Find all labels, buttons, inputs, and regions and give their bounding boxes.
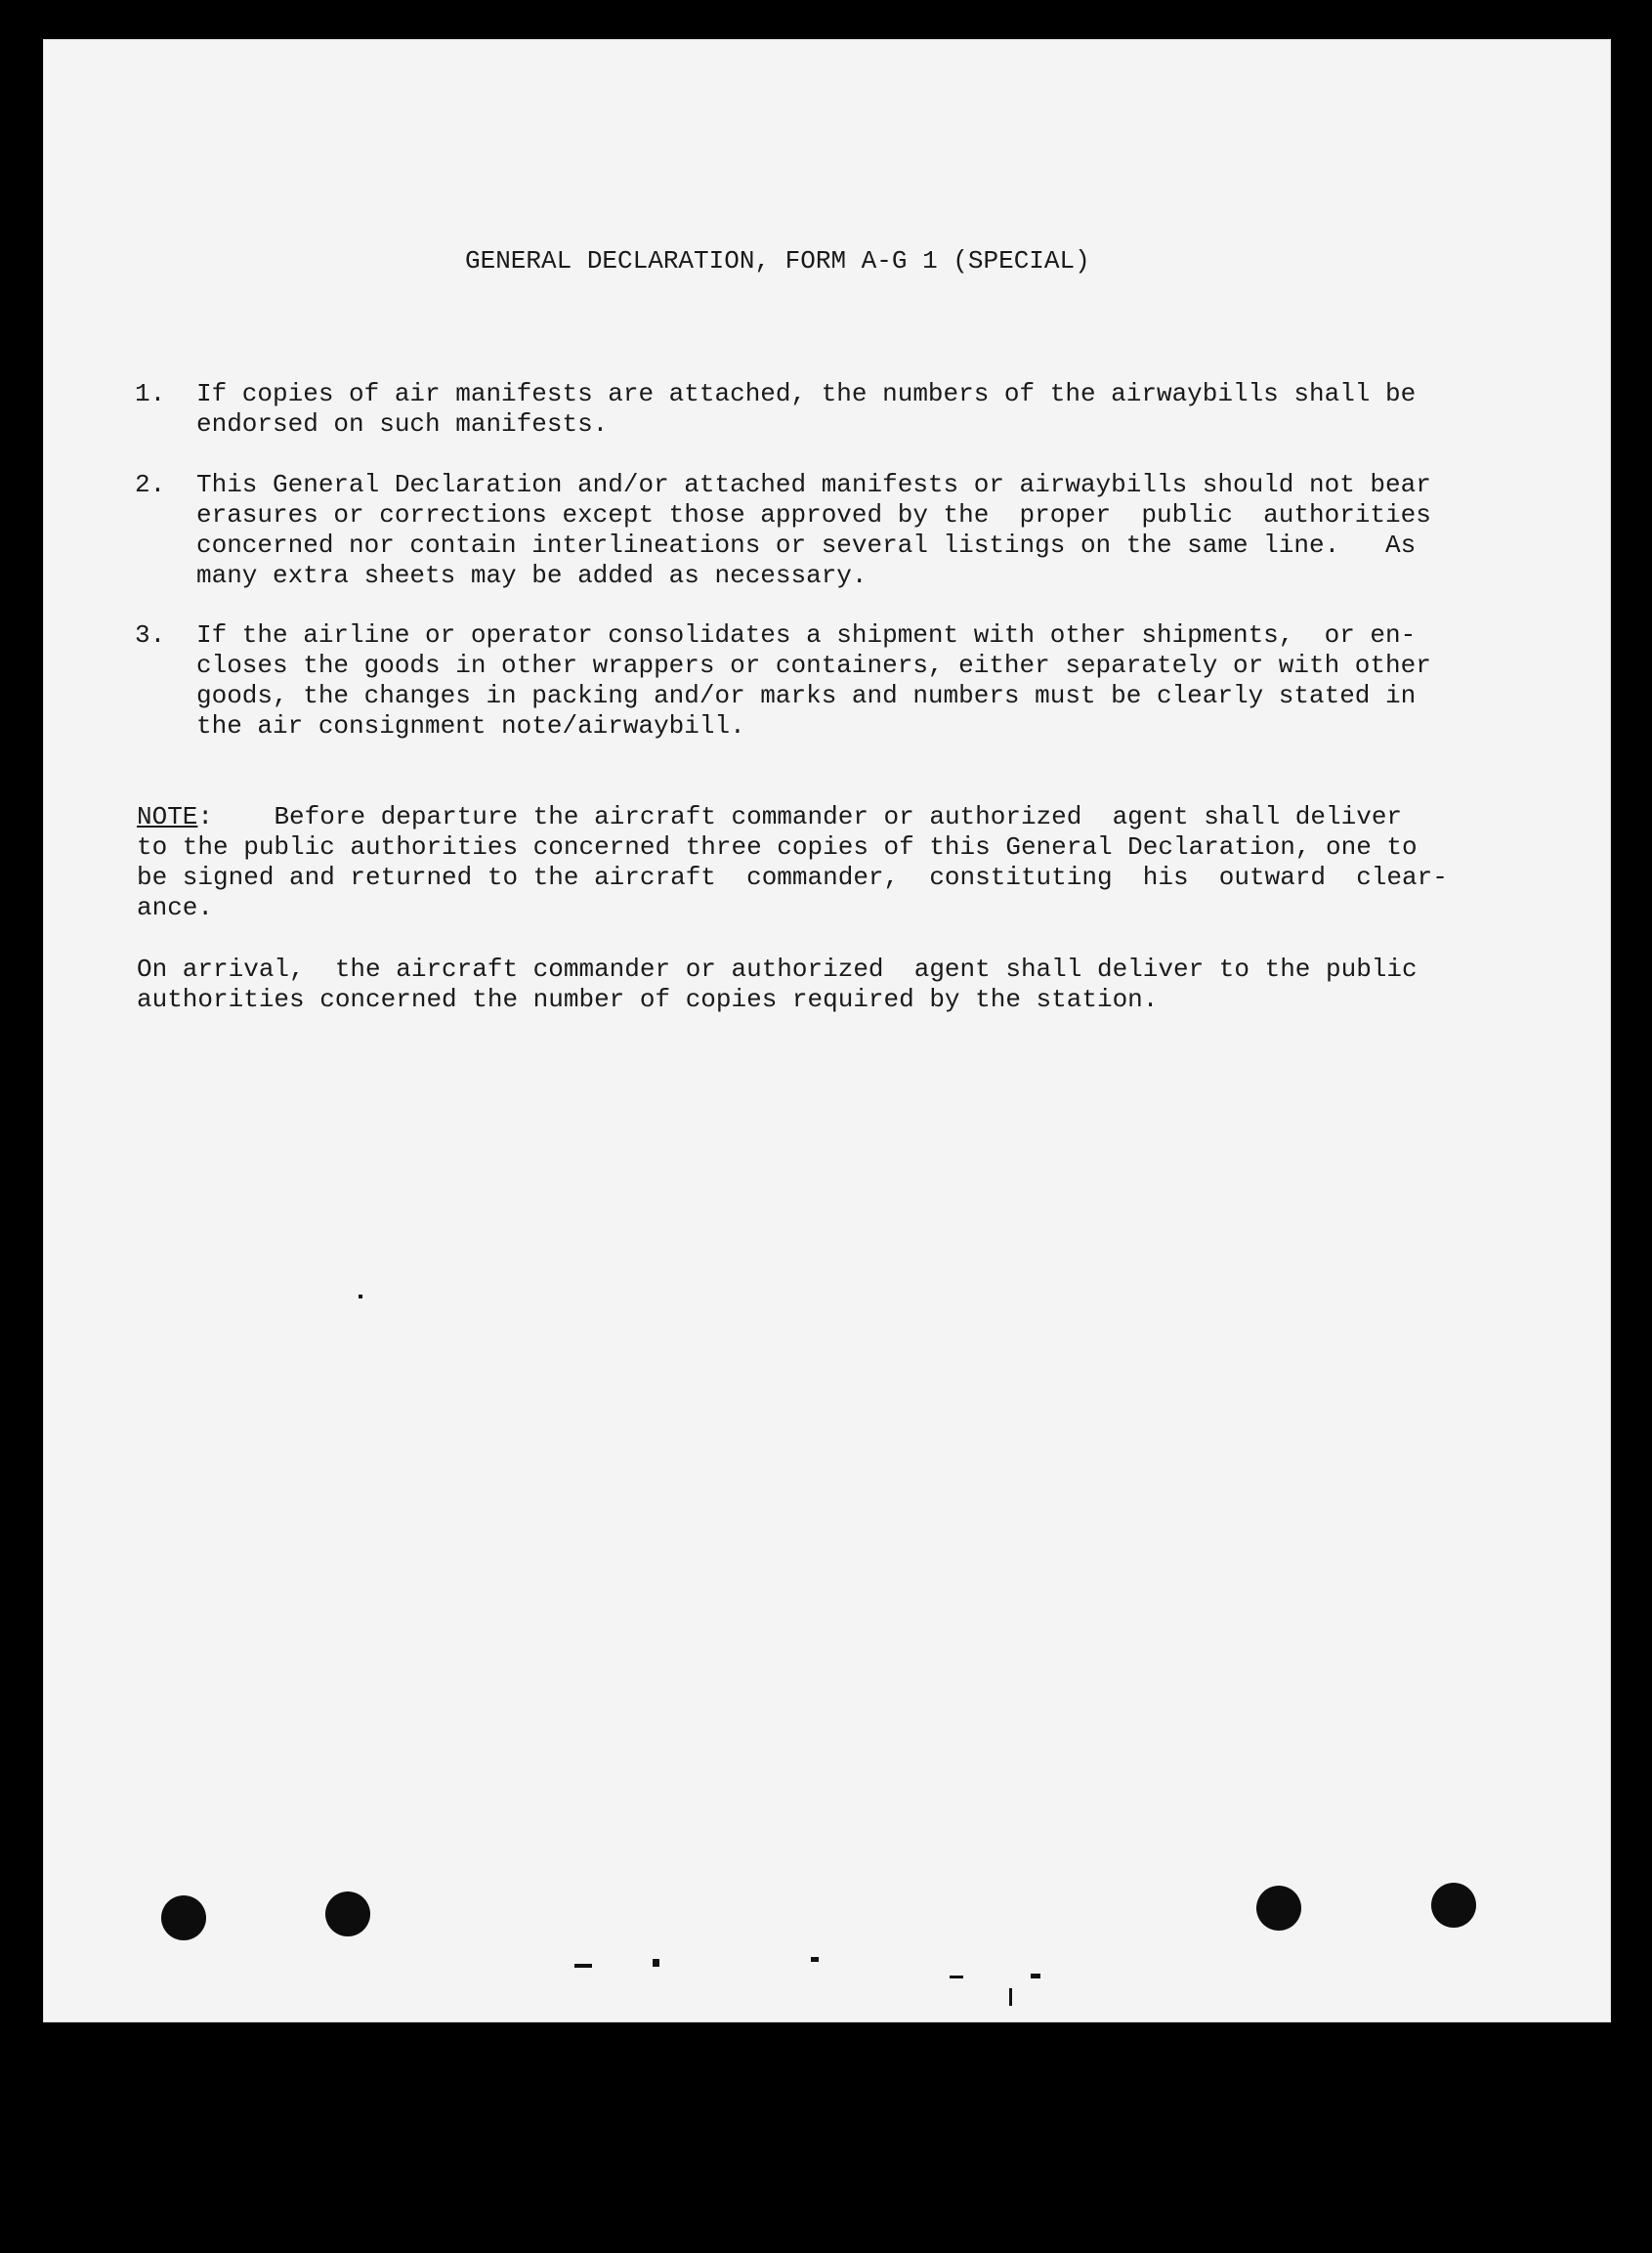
punch-hole-mark bbox=[325, 1892, 370, 1936]
text-line: closes the goods in other wrappers or containers, either separately or with other bbox=[196, 651, 1431, 680]
text-line: the air consignment note/airwaybill. bbox=[196, 711, 745, 741]
list-item-number: 1. bbox=[135, 379, 166, 408]
text-line: be signed and returned to the aircraft commander, constituting his outward clear- bbox=[137, 863, 1448, 892]
stray-mark bbox=[950, 1976, 963, 1978]
list-item-text bbox=[196, 379, 1491, 440]
text-line: This General Declaration and/or attached manifests or airwaybills should not bear bbox=[196, 470, 1431, 499]
stray-mark bbox=[574, 1964, 592, 1968]
text-line: concerned nor contain interlineations or several listings on the same line. As bbox=[196, 531, 1417, 560]
punch-hole-mark bbox=[1256, 1886, 1301, 1931]
stray-mark bbox=[1009, 1988, 1012, 2006]
list-item-text bbox=[196, 470, 1491, 591]
stray-mark bbox=[653, 1959, 659, 1967]
text-line: endorsed on such manifests. bbox=[196, 409, 609, 439]
document-page bbox=[43, 39, 1611, 2022]
arrival-paragraph bbox=[137, 955, 1475, 1015]
list-item-text bbox=[196, 620, 1491, 742]
text-line: ance. bbox=[137, 893, 214, 922]
text-line: goods, the changes in packing and/or marks and numbers must be clearly stated in bbox=[196, 681, 1417, 710]
punch-hole-mark bbox=[1431, 1883, 1476, 1928]
list-item-number: 2. bbox=[135, 470, 166, 499]
note-label: NOTE bbox=[137, 802, 198, 831]
stray-mark bbox=[359, 1295, 362, 1298]
text-line: to the public authorities concerned three copies of this General Declaration, one to bbox=[137, 832, 1418, 862]
text-line: If the airline or operator consolidates a shipment with other shipments, or en- bbox=[196, 620, 1417, 650]
stray-mark bbox=[1031, 1974, 1040, 1978]
list-item-number: 3. bbox=[135, 620, 166, 650]
page-title: GENERAL DECLARATION, FORM A-G 1 (SPECIAL) bbox=[465, 246, 1090, 276]
note-paragraph bbox=[137, 802, 1475, 923]
text-line: authorities concerned the number of copies required by the station. bbox=[137, 985, 1159, 1014]
text-line: If copies of air manifests are attached, the numbers of the airwaybills shall be bbox=[196, 379, 1417, 408]
stray-mark bbox=[811, 1957, 819, 1962]
text-line: On arrival, the aircraft commander or authorized agent shall deliver to the public bbox=[137, 955, 1418, 984]
text-line: erasures or corrections except those approved by the proper public authorities bbox=[196, 500, 1431, 530]
text-line: many extra sheets may be added as necessary. bbox=[196, 561, 868, 590]
text-line: Before departure the aircraft commander or authorized agent shall deliver bbox=[213, 802, 1403, 831]
punch-hole-mark bbox=[161, 1895, 206, 1940]
note-colon: : bbox=[197, 802, 214, 831]
